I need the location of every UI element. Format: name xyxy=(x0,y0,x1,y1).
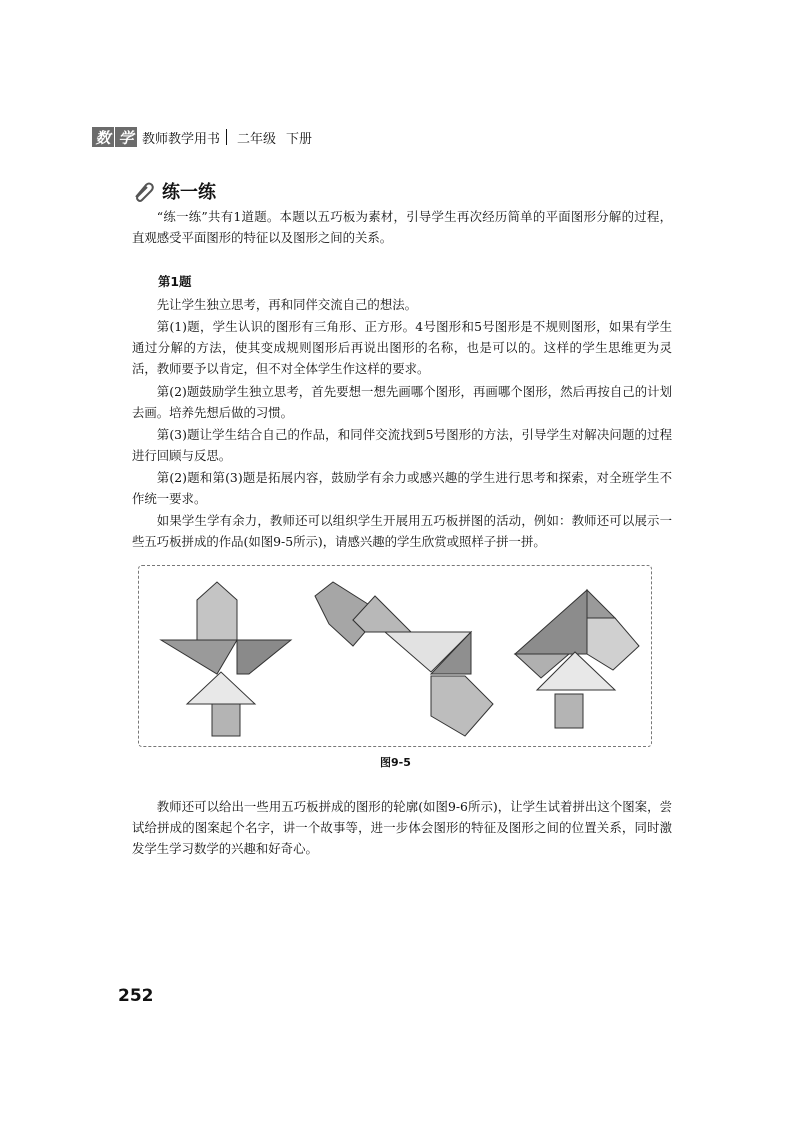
page-number: 252 xyxy=(118,986,154,1006)
running-header xyxy=(92,126,312,148)
subject-logo-char-1: 数 xyxy=(92,127,114,147)
closing-paragraph: 教师还可以给出一些用五巧板拼成的图形的轮廓(如图9-6所示)，让学生试着拼出这个图案，尝试给拼成的图案起个名字，讲一个故事等，进一步体会图形的特征及图形之间的位置关系，同时激发学生学习数学的兴趣和好奇心。 xyxy=(132,799,672,856)
figure-caption: 图9-5 xyxy=(380,756,411,769)
paragraph-4: 第(3)题让学生结合自己的作品，和同伴交流找到5号图形的方法，引导学生对解决问题的过程进行回顾与反思。 xyxy=(132,427,672,463)
header-divider xyxy=(226,129,227,145)
shape-b-lower-block xyxy=(431,676,493,736)
subject-logo-char-2: 学 xyxy=(115,127,137,147)
book-title: 教师教学用书 xyxy=(142,131,221,147)
paperclip-icon xyxy=(132,180,158,202)
paragraph-6: 如果学生学有余力，教师还可以组织学生开展用五巧板拼图的活动，例如：教师还可以展示一些五巧板拼成的作品(如图9-5所示)，请感兴趣的学生欣赏或照样子拼一拼。 xyxy=(132,513,672,549)
tangram-figures xyxy=(139,566,651,746)
figure-9-5-frame xyxy=(138,565,652,747)
shape-a-top-pentagon xyxy=(197,582,237,640)
volume-label: 下册 xyxy=(286,131,313,147)
question-title: 第1题 xyxy=(158,274,192,289)
shape-c-right-top xyxy=(587,590,615,618)
grade-label: 二年级 xyxy=(237,131,277,147)
shape-a-center-triangle xyxy=(187,672,255,704)
section-heading xyxy=(132,178,216,204)
shape-a-trunk xyxy=(212,704,240,736)
intro-paragraph: “练一练”共有1道题。本题以五巧板为素材，引导学生再次经历简单的平面图形分解的过程，直观感受平面图形的特征以及图形之间的关系。 xyxy=(132,209,672,245)
section-title: 练一练 xyxy=(162,182,216,203)
paragraph-5: 第(2)题和第(3)题是拓展内容，鼓励学有余力或感兴趣的学生进行思考和探索，对全班学生不作统一要求。 xyxy=(132,470,672,506)
shape-a-right-wing xyxy=(237,640,291,674)
paragraph-3: 第(2)题鼓励学生独立思考，首先要想一想先画哪个图形，再画哪个图形，然后再按自己的计划去画。培养先想后做的习惯。 xyxy=(132,384,672,420)
paragraph-1: 先让学生独立思考，再和同伴交流自己的想法。 xyxy=(156,297,417,312)
paragraph-2: 第(1)题，学生认识的图形有三角形、正方形。4号图形和5号图形是不规则图形，如果有学生通过分解的方法，使其变成规则图形后再说出图形的名称，也是可以的。这样的学生思维更为灵活，教师要予以肯定，但不对全体学生作这样的要求。 xyxy=(132,319,672,376)
shape-c-trunk xyxy=(555,694,583,728)
shape-c-top-triangle xyxy=(515,590,587,654)
shape-a-left-wing xyxy=(161,640,237,674)
shape-c-right-square xyxy=(587,618,639,670)
